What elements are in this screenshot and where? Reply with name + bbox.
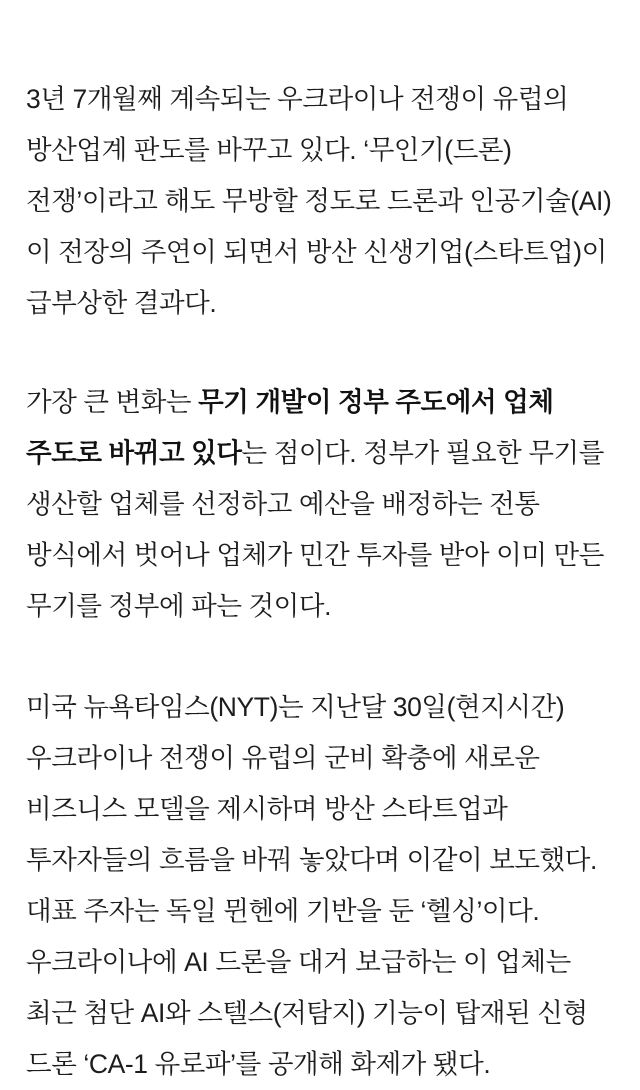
paragraph-text: 미국 뉴욕타임스(NYT)는 지난달 30일(현지시간) 우크라이나 전쟁이 유럽의 군비 확충에 새로운 비즈니스 모델을 제시하며 방산 스타트업과 투자자들의 흐름을 바꿔 놓았다며 이같이 보도했다. 대표 주자는 독일 뮌헨에 기반을 둔 ‘헬싱’이다. 우크라이나에 AI 드론을 대거 보급하는 이 업체는 최근 첨단 AI와 스텔스(저탐지) 기능이 탑재된 신형 드론 ‘CA-1 유로파’를 공개해 화제가 됐다. (26, 692, 597, 1079)
paragraph-emphasis: 무기 개발이 정부 주도에서 업체 주도로 바뀌고 있다 (26, 387, 554, 468)
article-paragraph (26, 74, 614, 329)
article-paragraph (26, 682, 614, 1090)
article-paragraph (26, 377, 614, 632)
paragraph-text: 는 점이다. 정부가 필요한 무기를 생산할 업체를 선정하고 예산을 배정하는 전통 방식에서 벗어나 업체가 민간 투자를 받아 이미 만든 무기를 정부에 파는 것이다. (26, 438, 604, 621)
paragraph-text: 3년 7개월째 계속되는 우크라이나 전쟁이 유럽의 방산업계 판도를 바꾸고 있다. ‘무인기(드론) 전쟁’이라고 해도 무방할 정도로 드론과 인공기술(AI)이 전장의 주연이 되면서 방산 신생기업(스타트업)이 급부상한 결과다. (26, 84, 612, 318)
paragraph-text: 가장 큰 변화는 (26, 387, 199, 417)
